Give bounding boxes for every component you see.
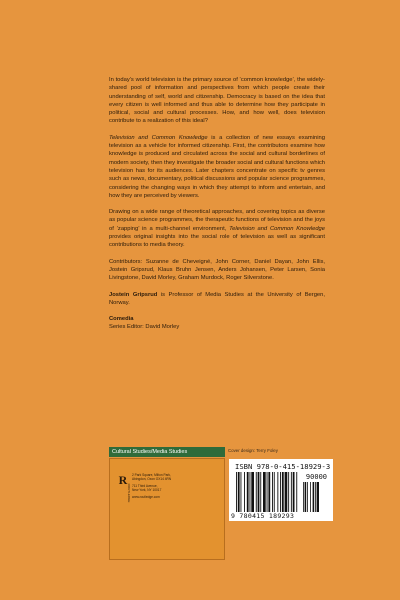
series-editor: Series Editor: David Morley xyxy=(109,324,180,331)
description-text: is a collection of new essays examining television as a vehicle for informed citizenship. First, the contributors examine how knowledge is produced and circulated across the social and cultural borderlines of modern society, then they investigate the broader social and cultural functions which television has for its audiences. Later chapters concentrate on specific tv genres such as news, documentary, political discussions and popular science programmes, considering the changing ways in which they attempt to inform and entertain, and how they are perceived by viewers. xyxy=(109,134,325,199)
editor-paragraph xyxy=(109,291,325,308)
barcode-bar xyxy=(280,472,281,512)
price-barcode-bar xyxy=(307,482,308,512)
cover-design-credit: Cover design: Terry Foley xyxy=(228,448,278,453)
approach-text-start: Drawing on a wide range of theoretical approaches, and covering topics as diverse as popular science programmes, the therapeutic functions of television and the joys of ‘zapping’ in a multi-channel environment, xyxy=(109,209,325,232)
series-name: Comedia xyxy=(109,316,134,323)
logo-letter: R xyxy=(118,473,128,487)
publisher-box xyxy=(109,458,225,560)
address-line: Abingdon, Oxon OX14 4RN xyxy=(132,477,172,482)
barcode-bar xyxy=(272,472,273,512)
barcode-bar xyxy=(250,472,251,512)
isbn-number: ISBN 978-0-415-18929-3 xyxy=(235,462,331,471)
price-barcode-bar xyxy=(310,482,311,512)
barcode-graphic xyxy=(233,472,329,512)
barcode-digits: 9 780415 189293 xyxy=(231,512,295,520)
price-barcode-bar xyxy=(305,482,307,512)
bottom-block xyxy=(109,447,335,560)
barcode-bar xyxy=(268,472,270,512)
intro-paragraph: In today’s world television is the primary source of ‘common knowledge’, the widely-shared pool of information and perspectives from which people create their understanding of self, world and citizenship. Democracy is based on the idea that every citizen is well informed and thus able to determine how they participate in political, social and cultural processes. How, and how well, does television contribute to a realization of this ideal? xyxy=(109,77,325,125)
barcode-bar xyxy=(274,472,275,512)
barcode-bar xyxy=(288,472,289,512)
publisher-address xyxy=(132,473,171,499)
book-title: Television and Common Knowledge xyxy=(109,134,208,141)
approach-paragraph xyxy=(109,208,325,249)
barcode-bar xyxy=(291,472,292,512)
barcode-bar xyxy=(258,472,260,512)
series-info xyxy=(109,315,325,332)
logo-brand: ROUTLEDGE xyxy=(127,483,131,503)
barcode-bar xyxy=(293,472,295,512)
price-barcode-bar xyxy=(317,482,319,512)
address-line: New York, NY 10017 xyxy=(132,488,162,493)
barcode-bar xyxy=(244,472,245,512)
barcode-bar xyxy=(277,472,278,512)
book-title-inline: Television and Common Knowledge xyxy=(229,225,325,232)
barcode-bar xyxy=(296,472,297,512)
barcode-bar xyxy=(256,472,257,512)
price-barcode-bar xyxy=(313,482,315,512)
isbn-barcode-box xyxy=(229,459,333,521)
barcode-bar xyxy=(236,472,237,512)
editor-name: Jostein Gripsrud xyxy=(109,291,158,298)
routledge-logo-icon xyxy=(116,473,130,503)
editor-bio: is Professor of Media Studies at the University of Bergen, Norway. xyxy=(109,291,325,306)
approach-text-end: provides original insights into the social role of television as well as significant contributions to media theory. xyxy=(109,234,325,249)
barcode-bar xyxy=(263,472,266,512)
price-barcode-bar xyxy=(315,482,316,512)
category-label: Cultural Studies/Media Studies xyxy=(109,447,225,457)
barcode-bar xyxy=(282,472,284,512)
description-paragraph xyxy=(109,134,325,200)
barcode-bar xyxy=(251,472,254,512)
address-line: 2 Park Square, Milton Park, xyxy=(132,473,171,477)
barcode-bar xyxy=(267,472,268,512)
barcode-bar xyxy=(260,472,261,512)
barcode-bar xyxy=(238,472,240,512)
back-cover-text xyxy=(109,76,325,332)
address-line: 711 Third Avenue, xyxy=(132,483,158,488)
price-code: 90000 xyxy=(305,473,327,481)
barcode-bar xyxy=(247,472,249,512)
barcode-bar xyxy=(285,472,288,512)
price-barcode-bar xyxy=(303,482,304,512)
address-line: www.routledge.com xyxy=(132,494,160,499)
barcode-bar xyxy=(241,472,242,512)
contributors-paragraph: Contributors: Suzanne de Cheveigné, John Corner, Daniel Dayan, John Ellis, Jostein Gripsrud, Klaus Bruhn Jensen, Anders Johansen, Peter Larsen, Sonia Livingstone, David Morley, Graham Murdock, Roger Silverstone. xyxy=(109,258,325,282)
